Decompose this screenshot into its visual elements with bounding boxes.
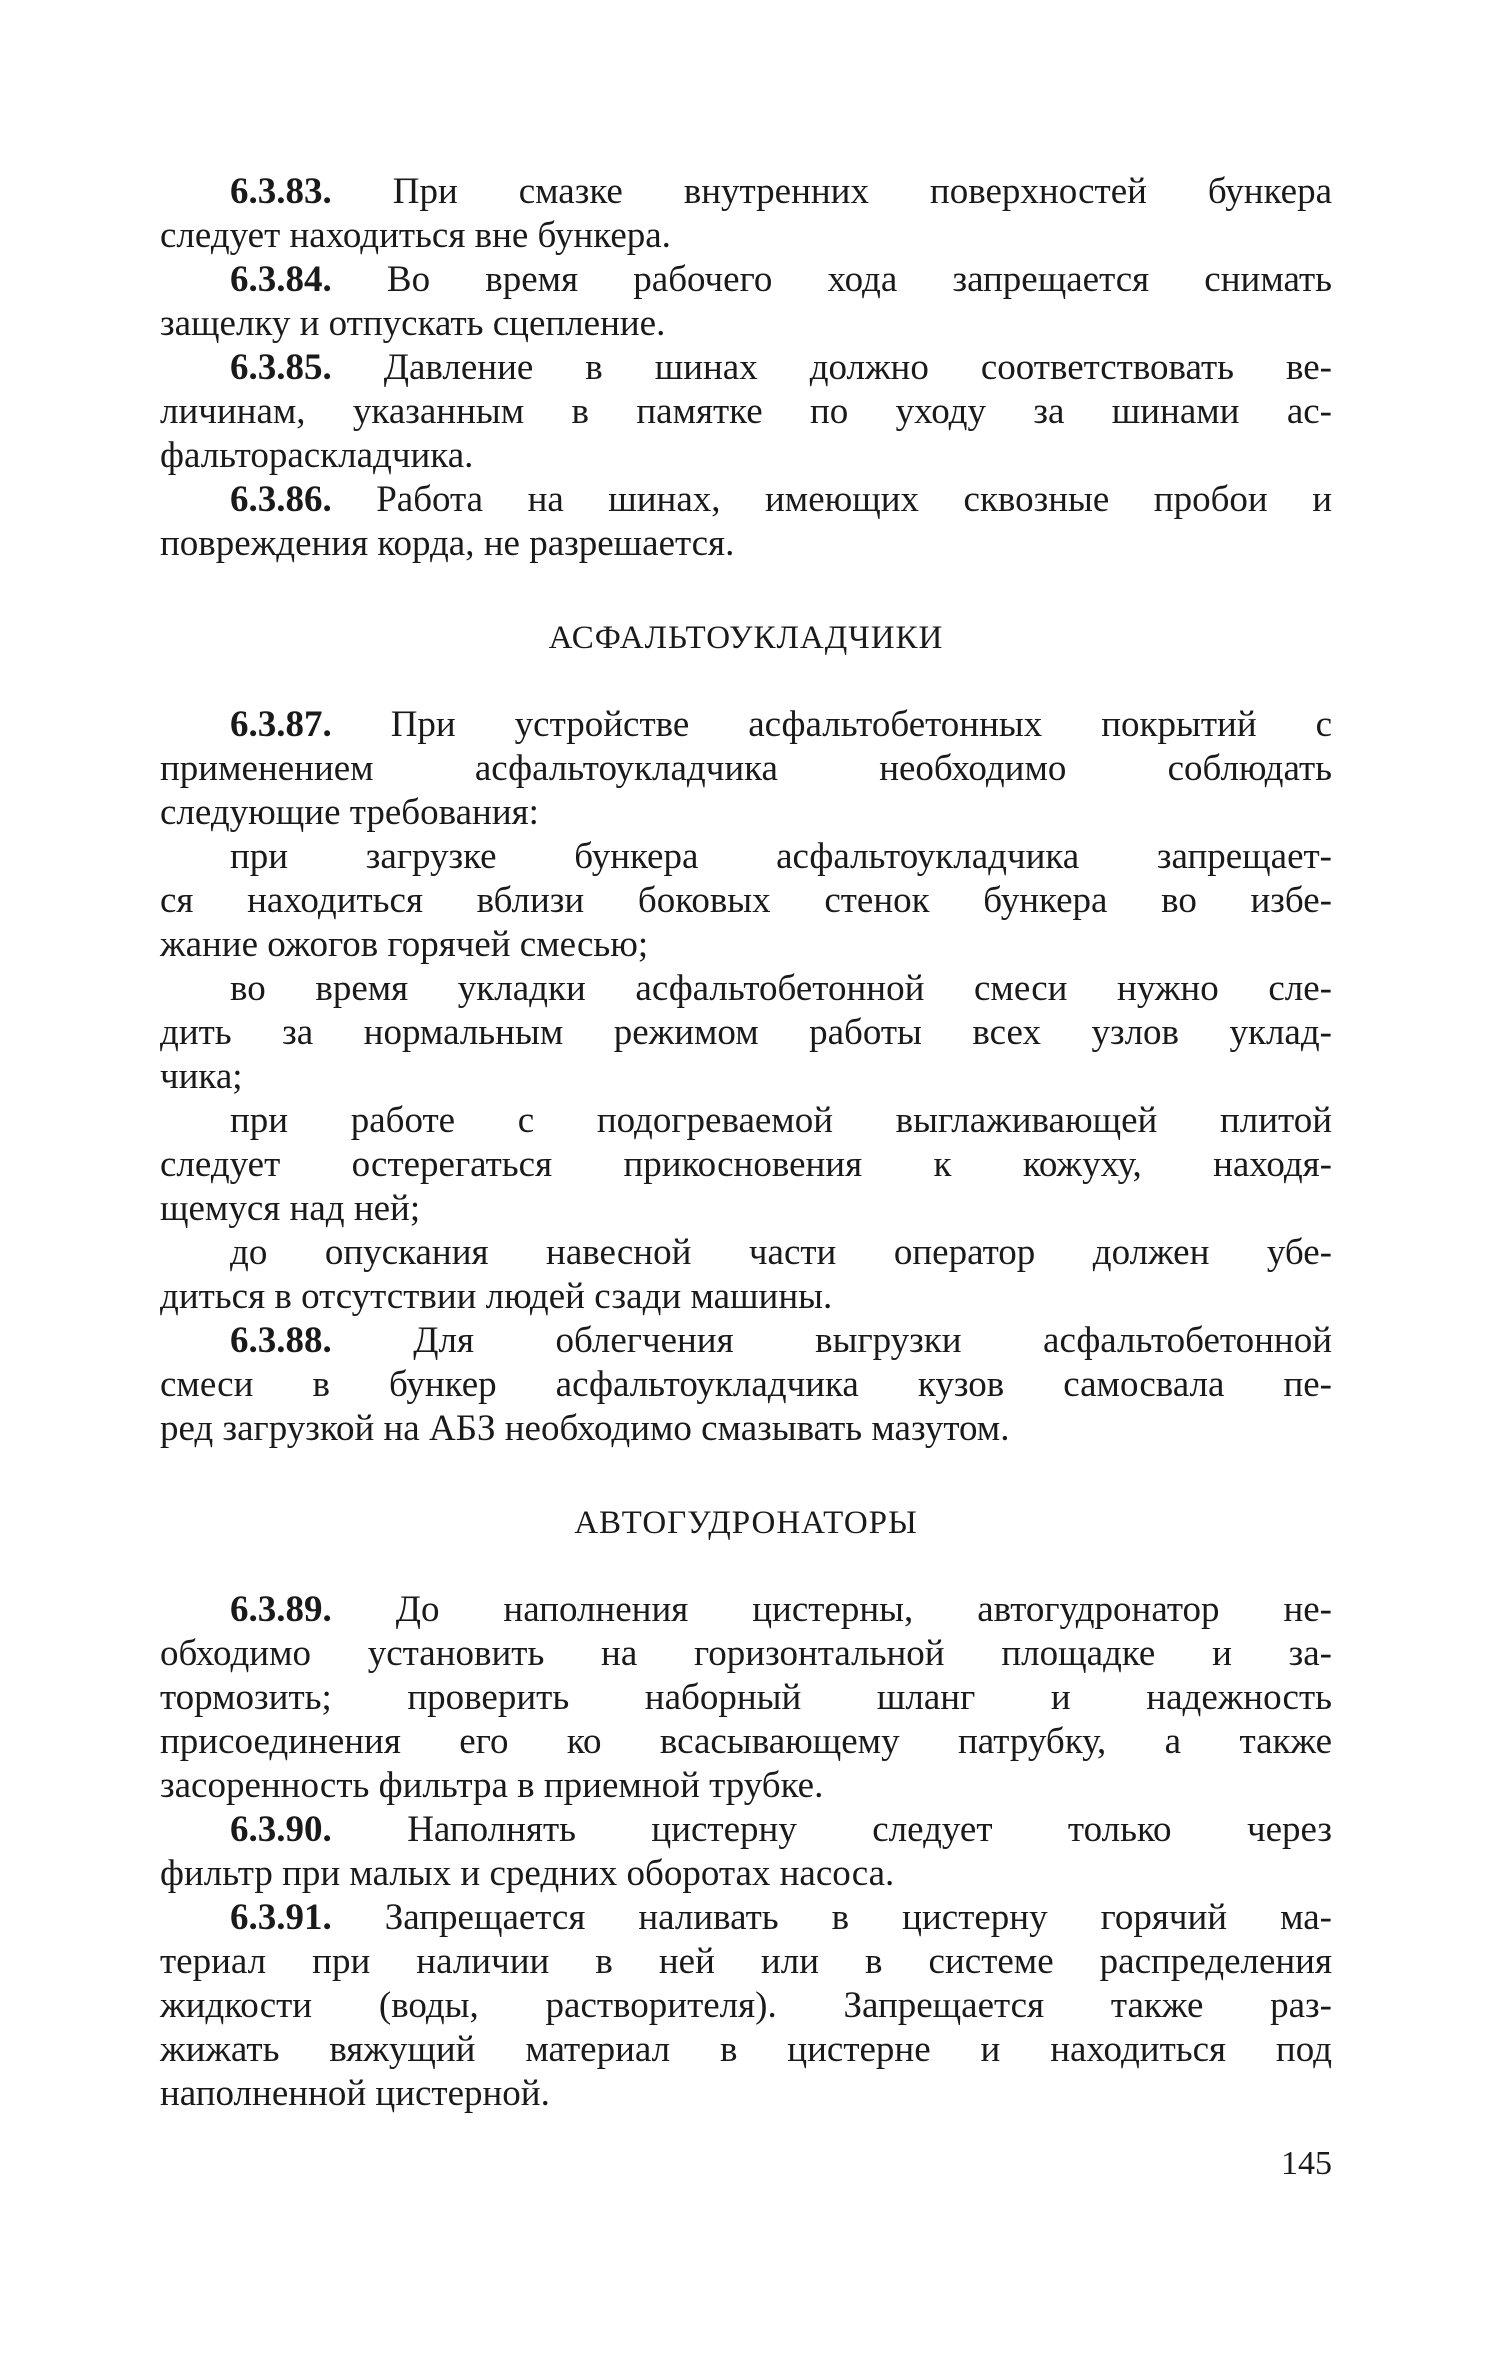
section-heading: АСФАЛЬТОУКЛАДЧИКИ: [548, 620, 944, 656]
clause-number: 6.3.90.: [230, 1809, 332, 1850]
numbered-paragraph: [160, 1896, 1332, 2116]
list-paragraph: [160, 1231, 1332, 1319]
line-text: следует остерегаться прикосновения к кожуху, находя-: [160, 1144, 1332, 1185]
line-text: ся находиться вблизи боковых стенок бункера во избе-: [160, 880, 1332, 921]
clause-number: 6.3.86.: [230, 479, 332, 520]
numbered-paragraph: [160, 346, 1332, 478]
line-text: чика;: [160, 1056, 243, 1097]
text-line: [160, 1720, 1332, 1764]
line-text: тормозить; проверить наборный шланг и надежность: [160, 1677, 1332, 1718]
line-text: Наполнять цистерну следует только через: [407, 1809, 1332, 1850]
text-line: [160, 1055, 1332, 1099]
clause-number: 6.3.84.: [230, 259, 332, 300]
text-line: [160, 1984, 1332, 2028]
text-line: [160, 879, 1332, 923]
numbered-paragraph: [160, 170, 1332, 258]
text-line: [160, 522, 1332, 566]
line-text: жание ожогов горячей смесью;: [160, 924, 649, 965]
section-heading: АВТОГУДРОНАТОРЫ: [574, 1505, 918, 1541]
clause-number: 6.3.85.: [230, 347, 332, 388]
text-line: [160, 1852, 1332, 1896]
text-line: [160, 1275, 1332, 1319]
text-line: [160, 1676, 1332, 1720]
text-line: [160, 170, 1332, 214]
text-line: [160, 1632, 1332, 1676]
line-text: смеси в бункер асфальтоукладчика кузов самосвала пе-: [160, 1364, 1332, 1405]
text-line: [160, 258, 1332, 302]
text-line: [160, 1011, 1332, 1055]
line-text: засоренность фильтра в приемной трубке.: [160, 1765, 824, 1806]
clause-number: 6.3.91.: [230, 1897, 332, 1938]
text-line: [160, 703, 1332, 747]
numbered-paragraph: [160, 1808, 1332, 1896]
line-text: щемуся над ней;: [160, 1188, 421, 1229]
text-line: [160, 214, 1332, 258]
text-line: [160, 1187, 1332, 1231]
line-text: При устройстве асфальтобетонных покрытий с: [390, 704, 1332, 745]
text-line: [160, 835, 1332, 879]
text-line: [160, 1407, 1332, 1451]
clause-number: 6.3.87.: [230, 704, 332, 745]
line-text: фильтр при малых и средних оборотах насоса.: [160, 1853, 895, 1894]
list-paragraph: [160, 1099, 1332, 1231]
line-text: до опускания навесной части оператор должен убе-: [230, 1232, 1332, 1273]
text-line: [160, 1808, 1332, 1852]
text-line: [160, 923, 1332, 967]
clause-number: 6.3.89.: [230, 1589, 332, 1630]
numbered-paragraph: [160, 1588, 1332, 1808]
line-text: повреждения корда, не разрешается.: [160, 523, 735, 564]
line-text: При смазке внутренних поверхностей бункера: [392, 171, 1333, 212]
line-text: териал при наличии в ней или в системе распределения: [160, 1941, 1332, 1982]
line-text: при работе с подогреваемой выглаживающей плитой: [230, 1100, 1332, 1141]
clause-number: 6.3.88.: [230, 1320, 332, 1361]
line-text: применением асфальтоукладчика необходимо соблюдать: [160, 748, 1332, 789]
line-text: диться в отсутствии людей сзади машины.: [160, 1276, 833, 1317]
text-line: [160, 302, 1332, 346]
line-text: жижать вяжущий материал в цистерне и находиться под: [160, 2029, 1332, 2070]
text-line: [160, 1231, 1332, 1275]
line-text: при загрузке бункера асфальтоукладчика запрещает-: [230, 836, 1332, 877]
text-line: [160, 390, 1332, 434]
list-paragraph: [160, 835, 1332, 967]
text-line: [160, 1099, 1332, 1143]
line-text: следующие требования:: [160, 792, 539, 833]
text-line: [160, 1764, 1332, 1808]
text-line: [160, 478, 1332, 522]
text-line: [160, 747, 1332, 791]
text-line: [160, 791, 1332, 835]
document-body: [160, 170, 1332, 2116]
text-line: [160, 434, 1332, 478]
line-text: Запрещается наливать в цистерну горячий ма-: [384, 1897, 1333, 1938]
line-text: следует находиться вне бункера.: [160, 215, 671, 256]
line-text: наполненной цистерной.: [160, 2073, 550, 2114]
line-text: ред загрузкой на АБЗ необходимо смазывать мазутом.: [160, 1408, 1010, 1449]
text-line: [160, 1363, 1332, 1407]
text-line: [160, 346, 1332, 390]
text-line: [160, 2028, 1332, 2072]
line-text: жидкости (воды, растворителя). Запрещается также раз-: [160, 1985, 1332, 2026]
list-paragraph: [160, 967, 1332, 1099]
line-text: дить за нормальным режимом работы всех узлов уклад-: [160, 1012, 1332, 1053]
numbered-paragraph: [160, 258, 1332, 346]
line-text: Давление в шинах должно соответствовать ве-: [383, 347, 1333, 388]
line-text: защелку и отпускать сцепление.: [160, 303, 666, 344]
text-line: [160, 1143, 1332, 1187]
numbered-paragraph: [160, 478, 1332, 566]
line-text: Во время рабочего хода запрещается снимать: [386, 259, 1332, 300]
text-line: [160, 1896, 1332, 1940]
line-text: фальтораскладчика.: [160, 435, 474, 476]
text-line: [160, 1588, 1332, 1632]
line-text: До наполнения цистерны, автогудронатор не-: [395, 1589, 1333, 1630]
text-line: [160, 2072, 1332, 2116]
clause-number: 6.3.83.: [230, 171, 332, 212]
line-text: личинам, указанным в памятке по уходу за шинами ас-: [160, 391, 1332, 432]
text-line: [160, 967, 1332, 1011]
text-line: [160, 1319, 1332, 1363]
line-text: обходимо установить на горизонтальной площадке и за-: [160, 1633, 1332, 1674]
numbered-paragraph: [160, 703, 1332, 835]
line-text: Работа на шинах, имеющих сквозные пробои и: [376, 479, 1332, 520]
numbered-paragraph: [160, 1319, 1332, 1451]
line-text: во время укладки асфальтобетонной смеси нужно сле-: [230, 968, 1332, 1009]
page-number: 145: [1281, 2145, 1332, 2182]
line-text: Для облегчения выгрузки асфальтобетонной: [413, 1320, 1332, 1361]
line-text: присоединения его ко всасывающему патрубку, а также: [160, 1721, 1332, 1762]
text-line: [160, 1940, 1332, 1984]
